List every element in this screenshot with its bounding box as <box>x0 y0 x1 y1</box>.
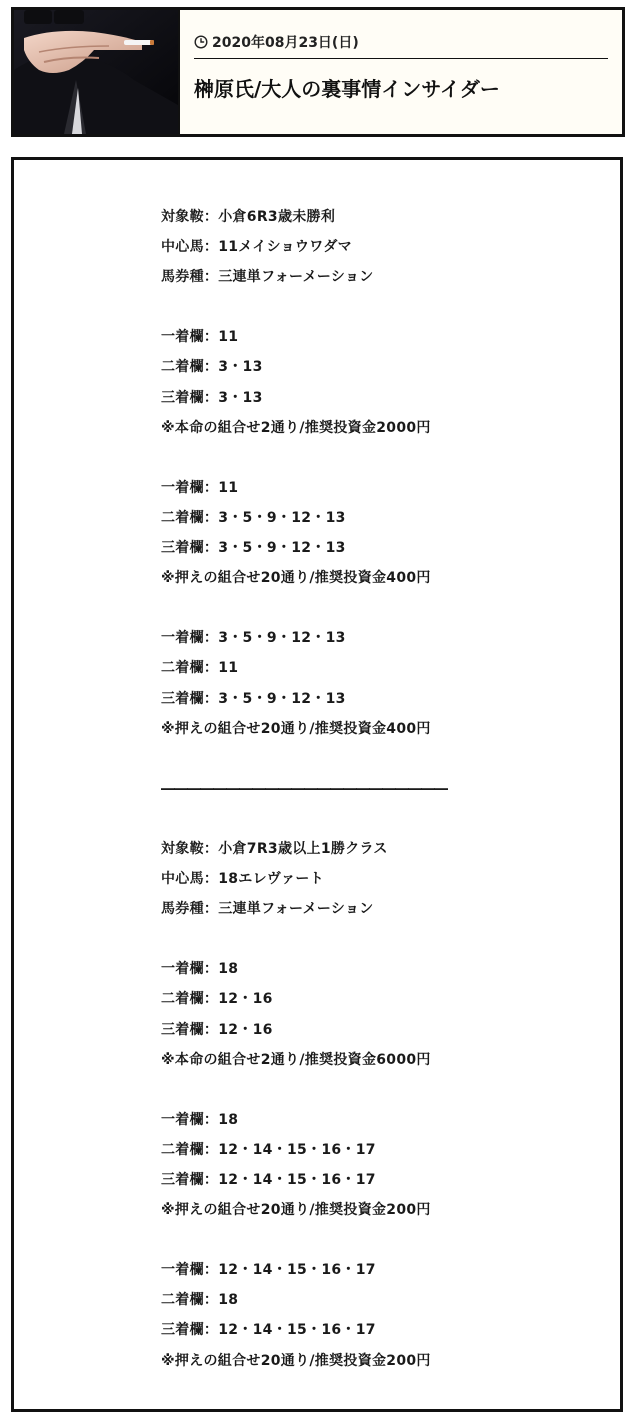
article-thumbnail <box>14 10 180 134</box>
content-line: 対象鞍：小倉6R3歳未勝利 <box>161 209 336 225</box>
post-date <box>194 32 359 52</box>
blank-line <box>161 593 447 623</box>
blank-line <box>161 292 447 322</box>
content-line: 一着欄：11 <box>161 329 239 346</box>
prediction-lines <box>161 202 447 1376</box>
content-line: 三着欄：12・14・15・16・17 <box>161 1322 376 1339</box>
content-line: ※本命の組合せ2通り/推奨投資金2000円 <box>161 419 431 436</box>
content-line: 一着欄：18 <box>161 961 239 978</box>
blank-line <box>161 1225 447 1255</box>
prediction-content <box>11 157 623 1412</box>
content-line: 三着欄：12・16 <box>161 1021 273 1038</box>
content-line: 対象鞍：小倉7R3歳以上1勝クラス <box>161 840 388 857</box>
content-line: 馬券種：三連単フォーメーション <box>161 901 374 918</box>
content-line: 一着欄：11 <box>161 479 239 496</box>
clock-icon <box>194 35 208 49</box>
blank-line <box>161 443 447 473</box>
content-line: ※押えの組合せ20通り/推奨投資金200円 <box>161 1202 431 1219</box>
content-line: 二着欄：12・14・15・16・17 <box>161 1141 376 1158</box>
content-line: 二着欄：12・16 <box>161 991 273 1008</box>
content-line: 二着欄：3・5・9・12・13 <box>161 509 346 526</box>
blank-line <box>161 744 447 774</box>
content-line: 中心馬：11メイショウワダマ <box>161 239 352 256</box>
article-title: 榊原氏/大人の裏事情インサイダー <box>194 77 500 101</box>
content-line: 二着欄：18 <box>161 1292 239 1309</box>
section-separator: ―――――――――――――――――――――― <box>161 780 447 797</box>
article-header <box>11 7 625 137</box>
header-divider <box>194 58 608 59</box>
post-date-text: 2020年08月23日(日) <box>212 35 359 51</box>
content-line: 二着欄：11 <box>161 660 239 677</box>
content-line: ※本命の組合せ2通り/推奨投資金6000円 <box>161 1051 431 1068</box>
content-line: 馬券種：三連単フォーメーション <box>161 269 374 286</box>
content-line: ※押えの組合せ20通り/推奨投資金400円 <box>161 570 431 587</box>
content-line: 一着欄：12・14・15・16・17 <box>161 1262 376 1279</box>
content-line: ※押えの組合せ20通り/推奨投資金400円 <box>161 720 431 737</box>
content-line: 中心馬：18エレヴァート <box>161 871 324 888</box>
blank-line <box>161 924 447 954</box>
content-line: 一着欄：18 <box>161 1111 239 1128</box>
blank-line <box>161 804 447 834</box>
content-line: 三着欄：12・14・15・16・17 <box>161 1172 376 1188</box>
content-line: 三着欄：3・5・9・12・13 <box>161 540 346 557</box>
content-line: 二着欄：3・13 <box>161 359 263 376</box>
content-line: 一着欄：3・5・9・12・13 <box>161 630 346 647</box>
content-line: 三着欄：3・5・9・12・13 <box>161 690 346 707</box>
content-line: ※押えの組合せ20通り/推奨投資金200円 <box>161 1352 431 1369</box>
blank-line <box>161 1075 447 1105</box>
content-line: 三着欄：3・13 <box>161 389 263 406</box>
